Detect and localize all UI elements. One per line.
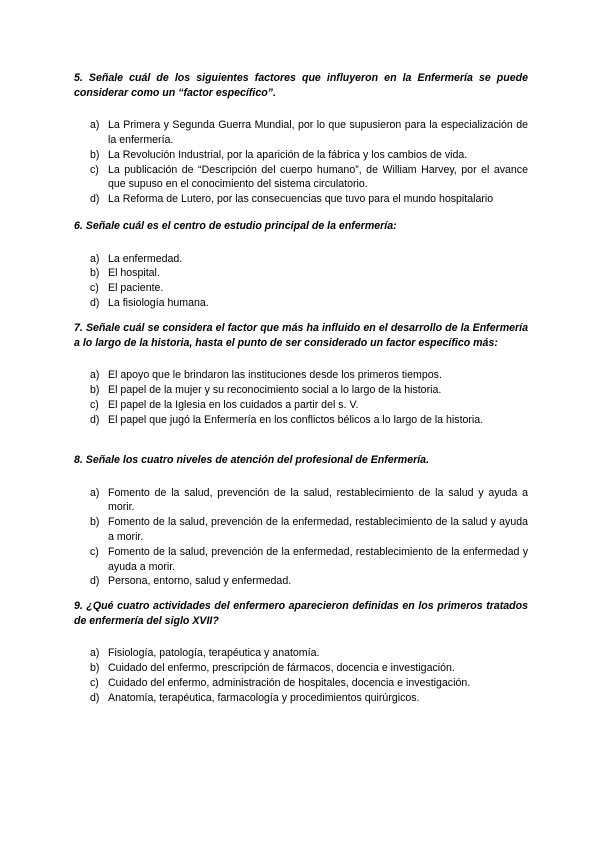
question-5 — [74, 71, 528, 207]
option-letter: a) — [90, 369, 100, 382]
question-text: 9. ¿Qué cuatro actividades del enfermero aparecieron definidas en los primeros tratados de enfermería del siglo XVII? — [74, 600, 528, 627]
option-item — [74, 486, 528, 516]
option-item — [74, 413, 528, 428]
question-text: 6. Señale cuál es el centro de estudio principal de la enfermería: — [74, 220, 397, 232]
question-text: 5. Señale cuál de los siguientes factores que influyeron en la Enfermería se puede considerar como un “factor específico”. — [74, 72, 528, 99]
option-item — [74, 661, 528, 676]
question-text: 7. Señale cuál se considera el factor que más ha influido en el desarrollo de la Enfermería a lo largo de la historia, hasta el punto de ser considerado un factor específico más: — [74, 322, 528, 349]
option-text: La fisiología humana. — [108, 296, 209, 309]
question-8 — [74, 453, 528, 589]
option-text: Fomento de la salud, prevención de la enfermedad, restablecimiento de la enfermedad y ayuda a morir. — [108, 545, 528, 573]
option-letter: a) — [90, 647, 100, 660]
option-text: El papel de la mujer y su reconocimiento social a lo largo de la historia. — [108, 383, 442, 396]
question-9 — [74, 599, 528, 705]
option-letter: d) — [90, 691, 100, 704]
option-text: Fisiología, patología, terapéutica y anatomía. — [108, 647, 320, 660]
option-text: Persona, entorno, salud y enfermedad. — [108, 575, 292, 588]
option-text: La publicación de “Descripción del cuerpo humano”, de William Harvey, por el avance que supuso en el conocimiento del sistema circulatorio. — [108, 163, 528, 191]
option-item — [74, 266, 528, 281]
option-letter: b) — [90, 516, 100, 529]
option-text: La Primera y Segunda Guerra Mundial, por lo que supusieron para la especialización de la enfermería. — [108, 119, 528, 146]
option-text: El papel que jugó la Enfermería en los conflictos bélicos a lo largo de la historia. — [108, 413, 484, 426]
option-list — [74, 252, 528, 311]
option-text: El apoyo que le brindaron las instituciones desde los primeros tiempos. — [108, 369, 442, 382]
option-item — [74, 281, 528, 296]
option-item — [74, 368, 528, 383]
option-list — [74, 118, 528, 207]
option-item — [74, 398, 528, 413]
option-item — [74, 676, 528, 691]
option-text: Fomento de la salud, prevención de la enfermedad, restablecimiento de la salud y ayuda a morir. — [108, 516, 528, 543]
option-text: Fomento de la salud, prevención de la salud, restablecimiento de la salud y ayuda a morir. — [108, 486, 528, 514]
option-item — [74, 118, 528, 148]
option-item — [74, 383, 528, 398]
option-text: La enfermedad. — [108, 252, 183, 265]
option-letter: b) — [90, 383, 100, 396]
option-item — [74, 515, 528, 545]
option-text: Cuidado del enfermo, administración de hospitales, docencia e investigación. — [108, 676, 471, 689]
option-item — [74, 163, 528, 193]
option-letter: b) — [90, 148, 100, 161]
option-item — [74, 148, 528, 163]
option-text: La Revolución Industrial, por la aparición de la fábrica y los cambios de vida. — [108, 148, 468, 161]
option-list — [74, 368, 528, 427]
option-item — [74, 252, 528, 267]
option-letter: a) — [90, 486, 100, 499]
option-letter: c) — [90, 545, 99, 558]
option-text: Cuidado del enfermo, prescripción de fármacos, docencia e investigación. — [108, 661, 455, 674]
option-letter: c) — [90, 163, 99, 176]
option-letter: c) — [90, 676, 99, 689]
option-item — [74, 545, 528, 575]
option-letter: d) — [90, 575, 100, 588]
option-letter: b) — [90, 661, 100, 674]
question-text: 8. Señale los cuatro niveles de atención del profesional de Enfermería. — [74, 454, 430, 466]
option-list — [74, 646, 528, 705]
option-item — [74, 574, 528, 589]
option-letter: a) — [90, 252, 100, 265]
option-text: El papel de la Iglesia en los cuidados a partir del s. V. — [108, 398, 359, 411]
question-6 — [74, 219, 528, 311]
option-item — [74, 691, 528, 706]
option-letter: d) — [90, 413, 100, 426]
option-letter: b) — [90, 267, 100, 280]
option-letter: d) — [90, 193, 100, 206]
option-text: La Reforma de Lutero, por las consecuencias que tuvo para el mundo hospitalario — [108, 193, 494, 206]
option-item — [74, 296, 528, 311]
option-item — [74, 192, 528, 207]
option-letter: c) — [90, 282, 99, 295]
option-letter: c) — [90, 398, 99, 411]
option-text: El hospital. — [108, 267, 160, 280]
option-letter: d) — [90, 296, 100, 309]
option-letter: a) — [90, 119, 100, 132]
option-text: Anatomía, terapéutica, farmacología y procedimientos quirúrgicos. — [108, 691, 420, 704]
question-7 — [74, 321, 528, 427]
option-text: El paciente. — [108, 282, 164, 295]
option-item — [74, 646, 528, 661]
option-list — [74, 486, 528, 590]
